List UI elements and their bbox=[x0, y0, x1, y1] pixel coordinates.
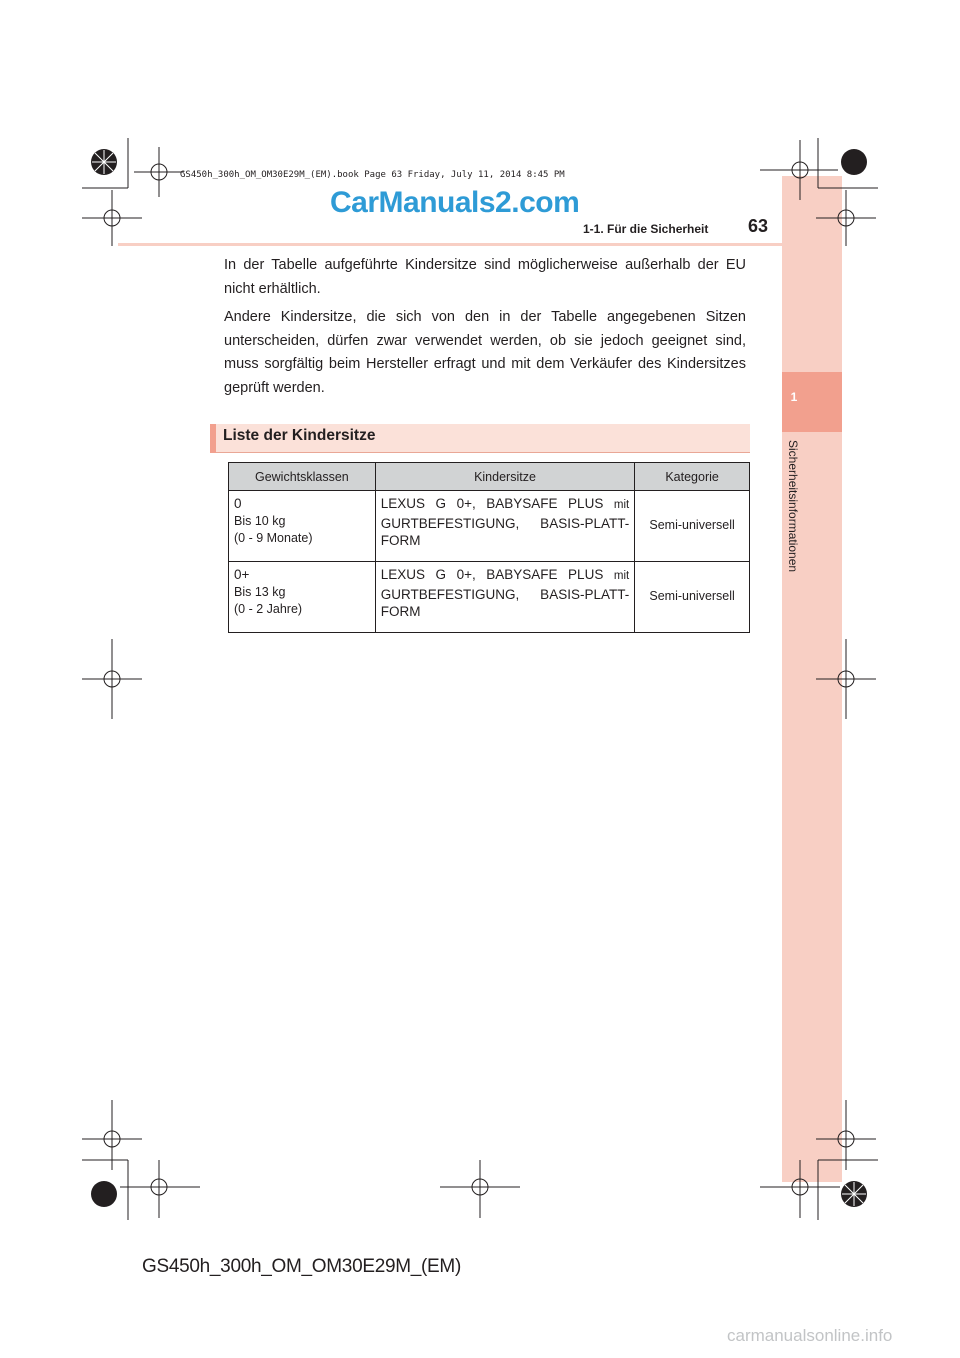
registration-mark bbox=[816, 639, 876, 719]
weight-class: 0+ bbox=[234, 567, 250, 582]
registration-mark bbox=[760, 1160, 840, 1218]
seat-suffix: mit bbox=[613, 499, 630, 511]
registration-mark bbox=[760, 140, 838, 200]
registration-dot bbox=[91, 1181, 117, 1207]
section-heading: Liste der Kindersitze bbox=[223, 427, 376, 444]
watermark: CarManuals2.com bbox=[330, 186, 580, 219]
chapter-title: Sicherheitsinformationen bbox=[786, 440, 800, 573]
registration-dot bbox=[841, 149, 867, 175]
seat-fixing: GURTBEFESTIGUNG, BASIS-PLATT-FORM bbox=[380, 586, 630, 619]
paragraph-availability: In der Tabelle aufgeführte Kindersitze sind möglicherweise außerhalb der EU nicht erhältlich. bbox=[224, 257, 746, 297]
page-number: 63 bbox=[748, 216, 769, 236]
paragraph-other-seats: Andere Kindersitze, die sich von den in der Tabelle angegebenen Sitzen unterscheiden, dürfen zwar verwendet werden, ob sie jedoch geeignet sind, muss sorgfältig beim Hersteller erfragt und mit dem Verkäufer des Kindersitzes geprüft werden. bbox=[224, 309, 746, 396]
seat-fixing: GURTBEFESTIGUNG, BASIS-PLATT-FORM bbox=[380, 515, 630, 548]
book-info: GS450h_300h_OM_OM30E29M_(EM).book Page 63 Friday, July 11, 2014 8:45 PM bbox=[180, 170, 565, 180]
registration-mark bbox=[120, 1160, 200, 1218]
age-range: (0 - 2 Jahre) bbox=[234, 602, 303, 616]
section-title: 1-1. Für die Sicherheit bbox=[583, 222, 709, 236]
weight-limit: Bis 13 kg bbox=[234, 584, 286, 599]
registration-mark bbox=[440, 1160, 520, 1218]
footer-code: GS450h_300h_OM_OM30E29M_(EM) bbox=[142, 1256, 461, 1277]
registration-mark bbox=[82, 639, 142, 719]
seat-name: LEXUS G 0+, BABYSAFE PLUS bbox=[380, 496, 604, 511]
weight-limit: Bis 10 kg bbox=[234, 513, 286, 528]
header-weight-class: Gewichtsklassen bbox=[229, 463, 376, 491]
registration-mark bbox=[816, 190, 876, 246]
category-cell: Semi-universell bbox=[635, 562, 750, 633]
header-category: Kategorie bbox=[635, 463, 750, 491]
category-cell: Semi-universell bbox=[635, 491, 750, 562]
seat-suffix: mit bbox=[613, 570, 630, 582]
starburst bbox=[92, 150, 866, 1206]
seat-name: LEXUS G 0+, BABYSAFE PLUS bbox=[380, 567, 604, 582]
chapter-number: 1 bbox=[790, 390, 798, 404]
weight-class: 0 bbox=[234, 496, 242, 511]
registration-mark bbox=[134, 147, 184, 197]
header-child-seats: Kindersitze bbox=[375, 463, 634, 491]
registration-mark bbox=[82, 190, 142, 246]
footer-logo: carmanualsonline.info bbox=[727, 1326, 893, 1345]
age-range: (0 - 9 Monate) bbox=[234, 531, 313, 545]
